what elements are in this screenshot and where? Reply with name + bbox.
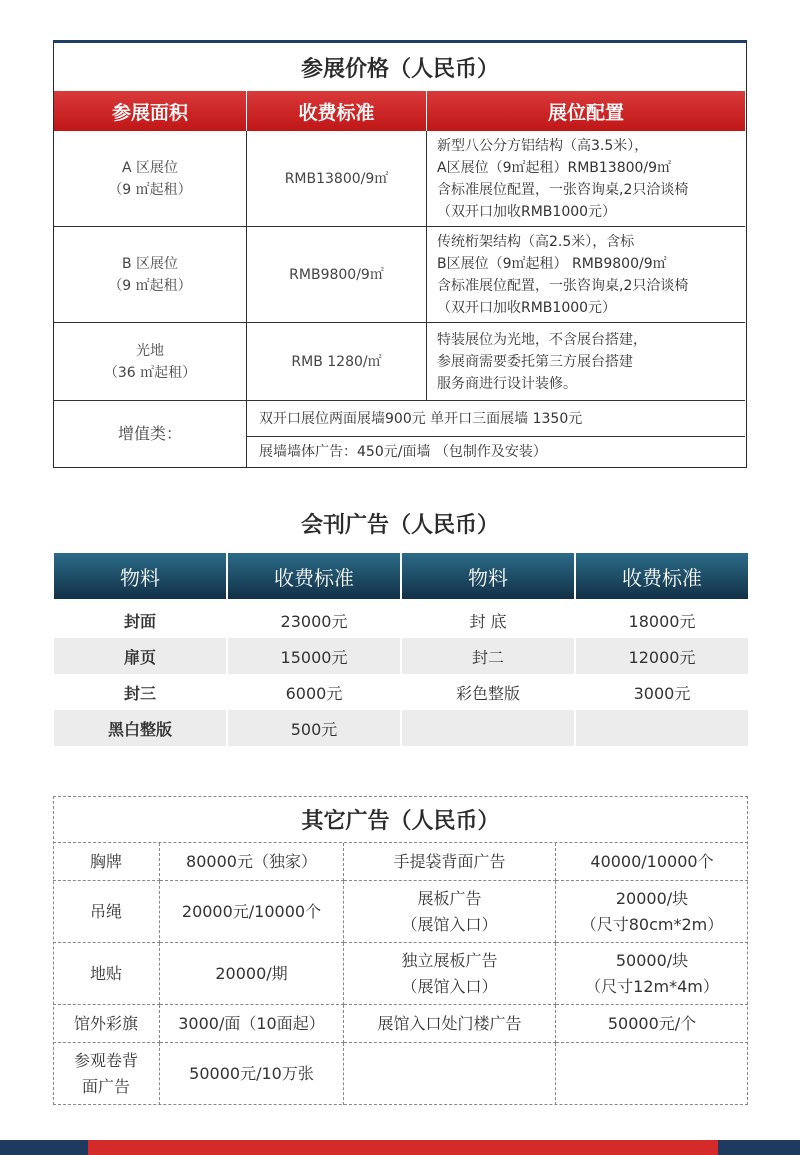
ad-item-text: 胸牌 xyxy=(89,851,122,871)
ad-item-text: 独立展板广告 xyxy=(401,950,498,970)
config-line: B区展位（9㎡起租） RMB9800/9㎡ xyxy=(437,255,667,272)
area-cell-raw xyxy=(54,323,247,401)
booth-price-title: 参展价格（人民币） xyxy=(300,56,499,82)
material-cell: 封二 xyxy=(402,638,576,674)
material-cell xyxy=(402,710,576,746)
ad-price-text: 20000元/10000个 xyxy=(181,901,322,921)
ad-price-cell xyxy=(556,881,748,943)
ad-item-text: 展板广告 xyxy=(417,888,482,908)
material-cell: 扉页 xyxy=(54,638,228,674)
area-min: （9 ㎡起租） xyxy=(108,277,192,294)
ad-item-cell xyxy=(53,881,160,943)
ad-item-note: （展馆入口） xyxy=(401,976,498,996)
ad-price-text: 50000元/10万张 xyxy=(189,1064,314,1083)
journal-ads-title: 会刊广告（人民币） xyxy=(300,513,499,538)
ad-item-text: 参观卷背 xyxy=(73,1051,138,1070)
ad-price-cell xyxy=(160,881,344,943)
config-line: 服务商进行设计装修。 xyxy=(437,375,577,392)
config-line: 参展商需要委托第三方展台搭建 xyxy=(437,353,633,370)
ad-item-cell xyxy=(53,943,160,1005)
ad-item-text: 吊绳 xyxy=(89,901,122,921)
header-material: 物料 xyxy=(402,553,576,599)
ad-item-cell xyxy=(344,881,556,943)
config-line: A区展位（9㎡起租）RMB13800/9㎡ xyxy=(437,159,672,176)
config-line: 含标准展位配置，一张咨询桌,2只洽谈椅 xyxy=(437,277,689,294)
value-added-label: 增值类： xyxy=(54,401,247,467)
fee-cell: 12000元 xyxy=(576,638,748,674)
footer-bar-left xyxy=(0,1140,88,1155)
ad-price-text: 3000/面（10面起） xyxy=(178,1013,325,1033)
ad-price-cell xyxy=(556,1005,748,1043)
fee-cell xyxy=(576,710,748,746)
area-name: B 区展位 xyxy=(121,255,179,272)
ad-item-cell xyxy=(53,1005,160,1043)
footer-bar-right xyxy=(718,1140,800,1155)
config-line: 特装展位为光地，不含展台搭建， xyxy=(437,331,647,348)
ad-price-cell xyxy=(160,1005,344,1043)
ad-item-text: 展馆入口处门楼广告 xyxy=(377,1013,522,1033)
area-min: （9 ㎡起租） xyxy=(108,181,192,198)
ad-price-text: 80000元（独家） xyxy=(186,851,317,871)
ad-size-note: （尺寸80cm*2m） xyxy=(580,914,724,934)
ad-item-cell xyxy=(344,1043,556,1105)
config-line: 传统桁架结构（高2.5米），含标 xyxy=(437,233,635,250)
ad-item-text: 馆外彩旗 xyxy=(73,1013,138,1033)
fee-cell: 18000元 xyxy=(628,611,696,631)
config-cell-raw xyxy=(427,323,745,401)
price-cell-raw: RMB 1280/㎡ xyxy=(247,323,427,401)
header-config: 展位配置 xyxy=(427,91,745,131)
area-name: A 区展位 xyxy=(121,159,179,176)
config-line: 含标准展位配置，一张咨询桌,2只洽谈椅 xyxy=(437,181,689,198)
fee-cell: 23000元 xyxy=(228,602,402,638)
material-cell: 黑白整版 xyxy=(54,710,228,746)
fee-cell: 3000元 xyxy=(633,683,691,703)
price-cell-a: RMB13800/9㎡ xyxy=(247,131,427,227)
header-material: 物料 xyxy=(54,553,228,599)
ad-price-text: 20000/块 xyxy=(615,888,689,908)
area-cell-a xyxy=(54,131,247,227)
config-line: 新型八公分方铝结构（高3.5米）， xyxy=(437,137,649,154)
ad-price-cell xyxy=(160,1043,344,1105)
header-price: 收费标准 xyxy=(247,91,427,131)
ad-item-cell xyxy=(53,843,160,881)
ad-item-text: 手提袋背面广告 xyxy=(393,851,506,871)
material-cell: 封 底 xyxy=(402,602,576,638)
ad-price-text: 20000/期 xyxy=(215,963,288,983)
booth-price-table xyxy=(53,40,747,468)
fee-cell: 500元 xyxy=(228,710,402,746)
header-area: 参展面积 xyxy=(54,91,247,131)
config-line: （双开口加收RMB1000元） xyxy=(437,203,617,220)
ad-item-cell xyxy=(53,1043,160,1105)
material-cell: 封三 xyxy=(54,674,228,710)
ad-price-text: 40000/10000个 xyxy=(590,851,714,871)
ad-price-text: 50000/块 xyxy=(615,950,689,970)
ad-item-note: （展馆入口） xyxy=(401,914,498,934)
header-fee: 收费标准 xyxy=(228,553,402,599)
fee-cell: 6000元 xyxy=(228,674,402,710)
fee-cell: 15000元 xyxy=(228,638,402,674)
ad-price-cell xyxy=(160,843,344,881)
config-line: （双开口加收RMB1000元） xyxy=(437,299,617,316)
value-added-item: 展墙墙体广告：450元/面墙 （包制作及安装） xyxy=(259,444,547,460)
area-min: （36 ㎡起租） xyxy=(103,364,197,381)
other-ads-title: 其它广告（人民币） xyxy=(53,796,748,843)
config-cell-a xyxy=(427,131,745,227)
area-name: 光地 xyxy=(136,342,164,359)
ad-item-cell xyxy=(344,843,556,881)
ad-size-note: （尺寸12m*4m） xyxy=(585,976,719,996)
ad-price-cell xyxy=(160,943,344,1005)
material-cell: 封面 xyxy=(54,602,228,638)
footer-bar-red xyxy=(88,1140,718,1155)
ad-price-cell xyxy=(556,843,748,881)
ad-item-text: 面广告 xyxy=(81,1077,130,1096)
price-cell-b: RMB9800/9㎡ xyxy=(247,227,427,323)
ad-item-cell xyxy=(344,1005,556,1043)
ad-item-text: 地贴 xyxy=(89,963,122,983)
config-cell-b xyxy=(427,227,745,323)
area-cell-b xyxy=(54,227,247,323)
ad-item-cell xyxy=(344,943,556,1005)
value-added-item: 双开口展位两面展墙900元 单开口三面展墙 1350元 xyxy=(247,401,745,437)
ad-price-text: 50000元/个 xyxy=(607,1013,697,1033)
header-fee: 收费标准 xyxy=(576,553,748,599)
material-cell: 彩色整版 xyxy=(402,674,576,710)
ad-price-cell xyxy=(556,943,748,1005)
ad-price-cell xyxy=(556,1043,748,1105)
